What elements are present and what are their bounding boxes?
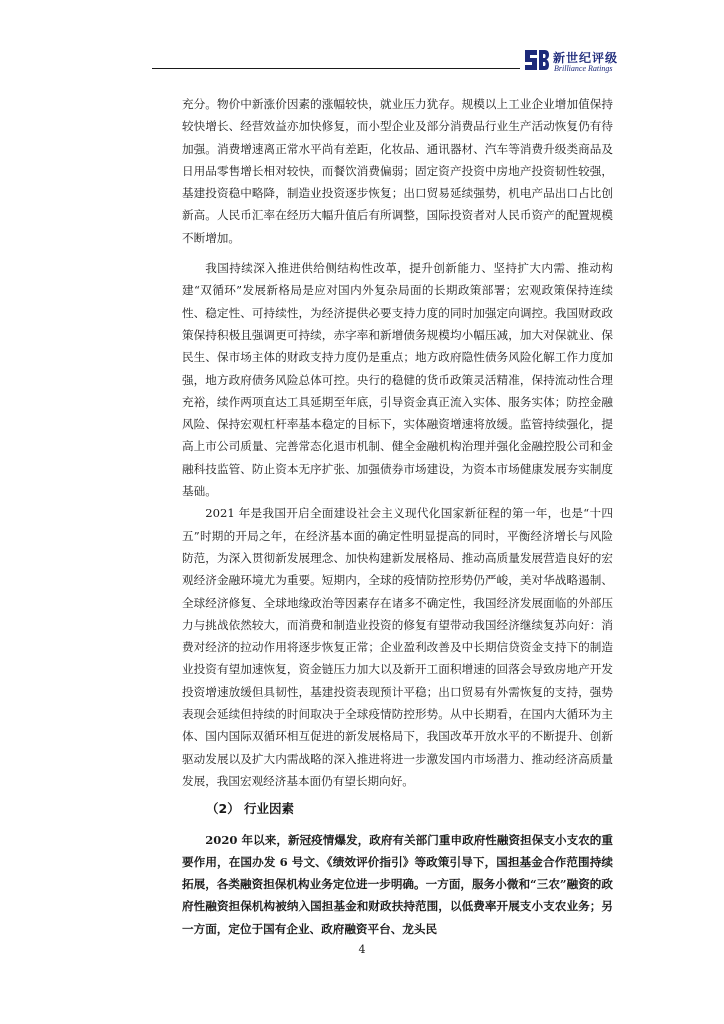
logo-chinese-name: 新世纪评级 (553, 51, 619, 65)
body-paragraph-2: 我国持续深入推进供给侧结构性改革，提升创新能力、坚持扩大内需、推动构建“双循环”发展新格局是应对国内外复杂局面的长期政策部署；宏观政策保持连续性、稳定性、可持续性，为经济提供必要支持力度的同时加强定向调控。我国财政政策保持积极且强调更可持续，赤字率和新增债务规模均小幅压减，加大对保就业、保民生、保市场主体的财政支持力度仍是重点；地方政府隐性债务风险化解工作力度加强，地方政府债务风险总体可控。央行的稳健的货币政策灵活精准，保持流动性合理充裕，续作两项直达工具延期至年底，引导资金真正流入实体、服务实体；防控金融风险、保持宏观杠杆率基本稳定的目标下，实体融资增速将放缓。监管持续强化，提高上市公司质量、完善常态化退市机制、健全金融机构治理并强化金融控股公司和金融科技监管、防止资本无序扩张、加强债券市场建设，为资本市场健康发展夯实制度基础。 (182, 261, 613, 499)
section-heading-industry: （2） 行业因素 (206, 801, 295, 817)
body-paragraph-1: 充分。物价中新涨价因素的涨幅较快，就业压力犹存。规模以上工业企业增加值保持较快增长、经营效益亦加快修复，而小型企业及部分消费品行业生产活动恢复仍有待加强。消费增速离正常水平尚有差距，化妆品、通讯器材、汽车等消费升级类商品及日用品零售增长相对较快，而餐饮消费偏弱；固定资产投资中房地产投资韧性较强，基建投资稳中略降，制造业投资逐步恢复；出口贸易延续强势，机电产品出口占比创新高。人民币汇率在经历大幅升值后有所调整，国际投资者对人民币资产的配置规模不断增加。 (182, 97, 613, 245)
body-paragraph-3: 2021 年是我国开启全面建设社会主义现代化国家新征程的第一年，也是“十四五”时期的开局之年，在经济基本面的确定性明显提高的同时，平衡经济增长与风险防范，为深入贯彻新发展理念、加快构建新发展格局、推动高质量发展营造良好的宏观经济金融环境尤为重要。短期内，全球的疫情防控形势仍严峻，美对华战略遏制、全球经济修复、全球地缘政治等因素存在诸多不确定性，我国经济发展面临的外部压力与挑战依然较大，而消费和制造业投资的修复有望带动我国经济继续复苏向好：消费对经济的拉动作用将逐步恢复正常；企业盈利改善及中长期信贷资金支持下的制造业投资有望加速恢复，资金链压力加大以及新开工面积增速的回落会导致房地产开发投资增速放缓但具韧性，基建投资表现预计平稳；出口贸易有外需恢复的支持，强势表现会延续但持续的时间取决于全球疫情防控形势。从中长期看，在国内大循环为主体、国内国际双循环相互促进的新发展格局下，我国改革开放水平的不断提升、创新驱动发展以及扩大内需战略的深入推进将进一步激发国内市场潜力、推动经济高质量发展，我国宏观经济基本面仍有望长期向好。 (182, 506, 613, 788)
brand-logo (522, 44, 634, 78)
logo-mark-icon (522, 46, 550, 74)
header-rule (152, 68, 520, 69)
page-number: 4 (358, 943, 366, 956)
document-body (182, 93, 613, 940)
body-paragraph-bold: 2020 年以来，新冠疫情爆发，政府有关部门重申政府性融资担保支小支农的重要作用，在国办发 6 号文、《绩效评价指引》等政策引导下，国担基金合作范围持续拓展，各类融资担保机构业务定位进一步明确。一方面，服务小微和“三农”融资的政府性融资担保机构被纳入国担基金和财政扶持范围，以低费率开展支小支农业务；另一方面，定位于国有企业、政府融资平台、龙头民 (182, 832, 613, 936)
logo-english-name: Brilliance Ratings (554, 64, 613, 73)
